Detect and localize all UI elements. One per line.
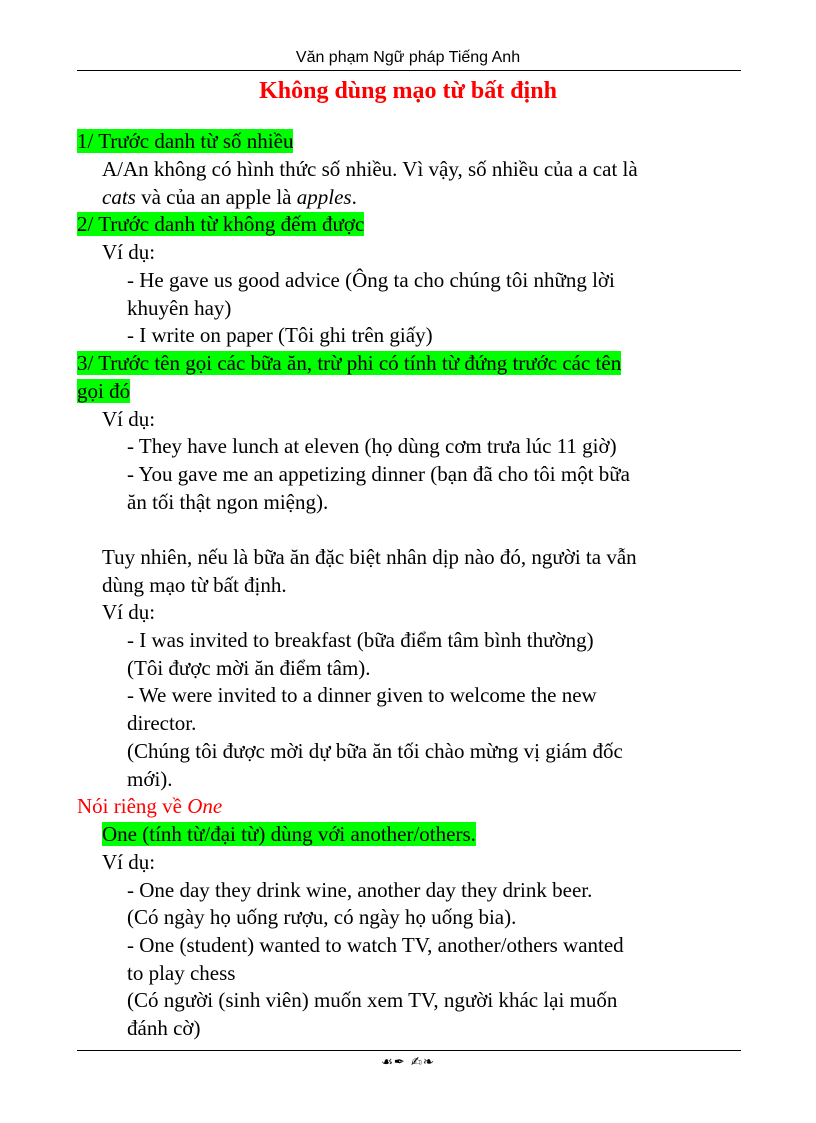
one-example-2-line-2: to play chess [127, 961, 236, 985]
header-rule [77, 70, 741, 71]
section-1-paragraph-line-1: A/An không có hình thức số nhiều. Vì vậy, số nhiều của a cat là [102, 157, 638, 181]
text-segment: . [351, 185, 357, 209]
one-heading-prefix: Nói riêng về [77, 794, 188, 818]
page-title: Không dùng mạo từ bất định [259, 78, 557, 104]
section-3-heading-text-1: 3/ Trước tên gọi các bữa ăn, trừ phi có tính từ đứng trước các tên [77, 351, 622, 375]
section-3-vidu-2: Ví dụ: [102, 600, 156, 624]
section-3-example-4-line-4: mới). [127, 767, 173, 791]
text-segment: và của an apple là [135, 185, 297, 209]
one-example-1-line-1: - One day they drink wine, another day they drink beer. [127, 878, 593, 902]
section-3-example-4-line-3: (Chúng tôi được mời dự bữa ăn tối chào mừng vị giám đốc [127, 739, 623, 763]
one-example-2-line-1: - One (student) wanted to watch TV, another/others wanted [127, 933, 624, 957]
one-rule [102, 821, 476, 849]
section-3-heading-text-2: gọi đó [77, 379, 131, 403]
section-3-example-3-line-2: (Tôi được mời ăn điểm tâm). [127, 656, 371, 680]
section-3-example-3-line-1: - I was invited to breakfast (bữa điểm tâm bình thường) [127, 628, 594, 652]
section-1-heading-text: 1/ Trước danh từ số nhiều [77, 129, 294, 153]
section-2-heading-text: 2/ Trước danh từ không đếm được [77, 212, 365, 236]
one-example-2-line-3: (Có người (sinh viên) muốn xem TV, người khác lại muốn [127, 988, 618, 1012]
section-1-heading [77, 128, 293, 156]
section-2-heading [77, 211, 364, 239]
italic-apples: apples [296, 185, 352, 209]
section-3-vidu: Ví dụ: [102, 407, 156, 431]
section-3-example-4-line-1: - We were invited to a dinner given to welcome the new [127, 683, 597, 707]
section-3-example-4-line-2: director. [127, 711, 197, 735]
running-header: Văn phạm Ngữ pháp Tiếng Anh [295, 49, 521, 66]
one-heading [77, 793, 222, 821]
italic-cats: cats [102, 185, 136, 209]
section-2-vidu: Ví dụ: [102, 240, 156, 264]
footer-rule [77, 1050, 741, 1051]
one-example-2-line-4: đánh cờ) [127, 1016, 201, 1040]
section-3-heading-line-1 [77, 350, 621, 378]
section-1-paragraph-line-2 [102, 184, 357, 212]
section-3-note-line-2: dùng mạo từ bất định. [102, 573, 287, 597]
one-vidu: Ví dụ: [102, 850, 156, 874]
one-example-1-line-2: (Có ngày họ uống rượu, có ngày họ uống bia). [127, 905, 517, 929]
section-3-example-2-line-2: ăn tối thật ngon miệng). [127, 490, 329, 514]
one-heading-italic: One [187, 794, 223, 818]
section-2-example-1-line-1: - He gave us good advice (Ông ta cho chúng tôi những lời [127, 268, 615, 292]
footer-ornament: ☙✒ ✍❧ [381, 1055, 435, 1070]
section-3-note-line-1: Tuy nhiên, nếu là bữa ăn đặc biệt nhân dịp nào đó, người ta vẫn [102, 545, 637, 569]
section-2-example-1-line-2: khuyên hay) [127, 296, 232, 320]
section-3-example-2-line-1: - You gave me an appetizing dinner (bạn đã cho tôi một bữa [127, 462, 631, 486]
one-rule-text: One (tính từ/đại từ) dùng với another/others. [102, 822, 476, 846]
section-3-example-1: - They have lunch at eleven (họ dùng cơm trưa lúc 11 giờ) [127, 434, 617, 458]
section-3-heading-line-2 [77, 378, 130, 406]
section-2-example-2: - I write on paper (Tôi ghi trên giấy) [127, 323, 433, 347]
